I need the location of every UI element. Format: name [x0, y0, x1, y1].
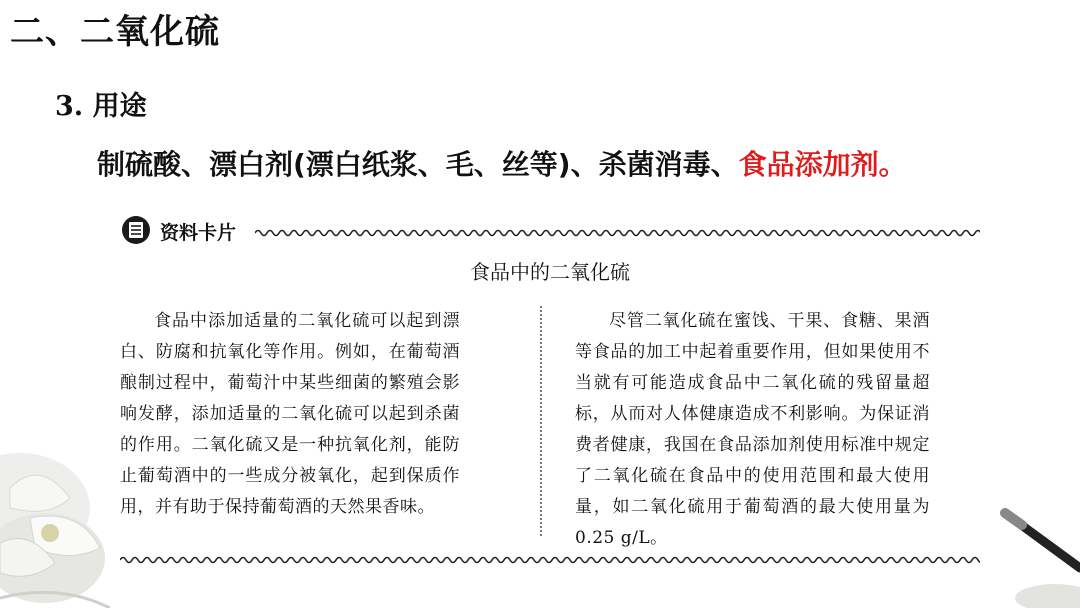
column-divider — [540, 306, 542, 536]
info-card — [120, 206, 980, 578]
section-label: 用途 — [92, 91, 147, 122]
right-paragraph: 尽管二氧化硫在蜜饯、干果、食糖、果酒等食品的加工中起着重要作用，但如果使用不当就有可能造成食品中二氧化硫的残留量超标，从而对人体健康造成不利影响。为保证消费者健康，我国在食品添加剂使用标准中规定了二氧化硫在食品中的使用范围和最大使用量，如二氧化硫用于葡萄酒的最大使用量为0.25 g/L。 — [575, 311, 930, 548]
uses-line — [97, 143, 907, 183]
brush-decoration — [1000, 498, 1080, 608]
section-heading — [55, 84, 147, 123]
section-number: 3. — [55, 91, 84, 122]
card-header — [120, 214, 980, 248]
card-title: 食品中的二氧化硫 — [470, 260, 630, 284]
card-label: 资料卡片 — [160, 222, 237, 244]
document-icon — [120, 214, 152, 246]
wavy-divider-top — [255, 226, 980, 240]
uses-text: 制硫酸、漂白剂(漂白纸浆、毛、丝等)、杀菌消毒、 — [97, 148, 739, 181]
uses-highlight: 食品添加剂。 — [738, 148, 907, 181]
slide-title: 二、二氧化硫 — [10, 12, 220, 52]
wavy-divider-bottom — [120, 553, 980, 567]
right-column — [575, 306, 930, 554]
left-column — [120, 306, 460, 523]
left-paragraph: 食品中添加适量的二氧化硫可以起到漂白、防腐和抗氧化等作用。例如，在葡萄酒酿制过程中，葡萄汁中某些细菌的繁殖会影响发酵，添加适量的二氧化硫可以起到杀菌的作用。二氧化硫又是一种抗氧化剂，能防止葡萄酒中的一些成分被氧化，起到保质作用，并有助于保持葡萄酒的天然果香味。 — [120, 311, 460, 517]
flower-decoration — [0, 358, 140, 608]
